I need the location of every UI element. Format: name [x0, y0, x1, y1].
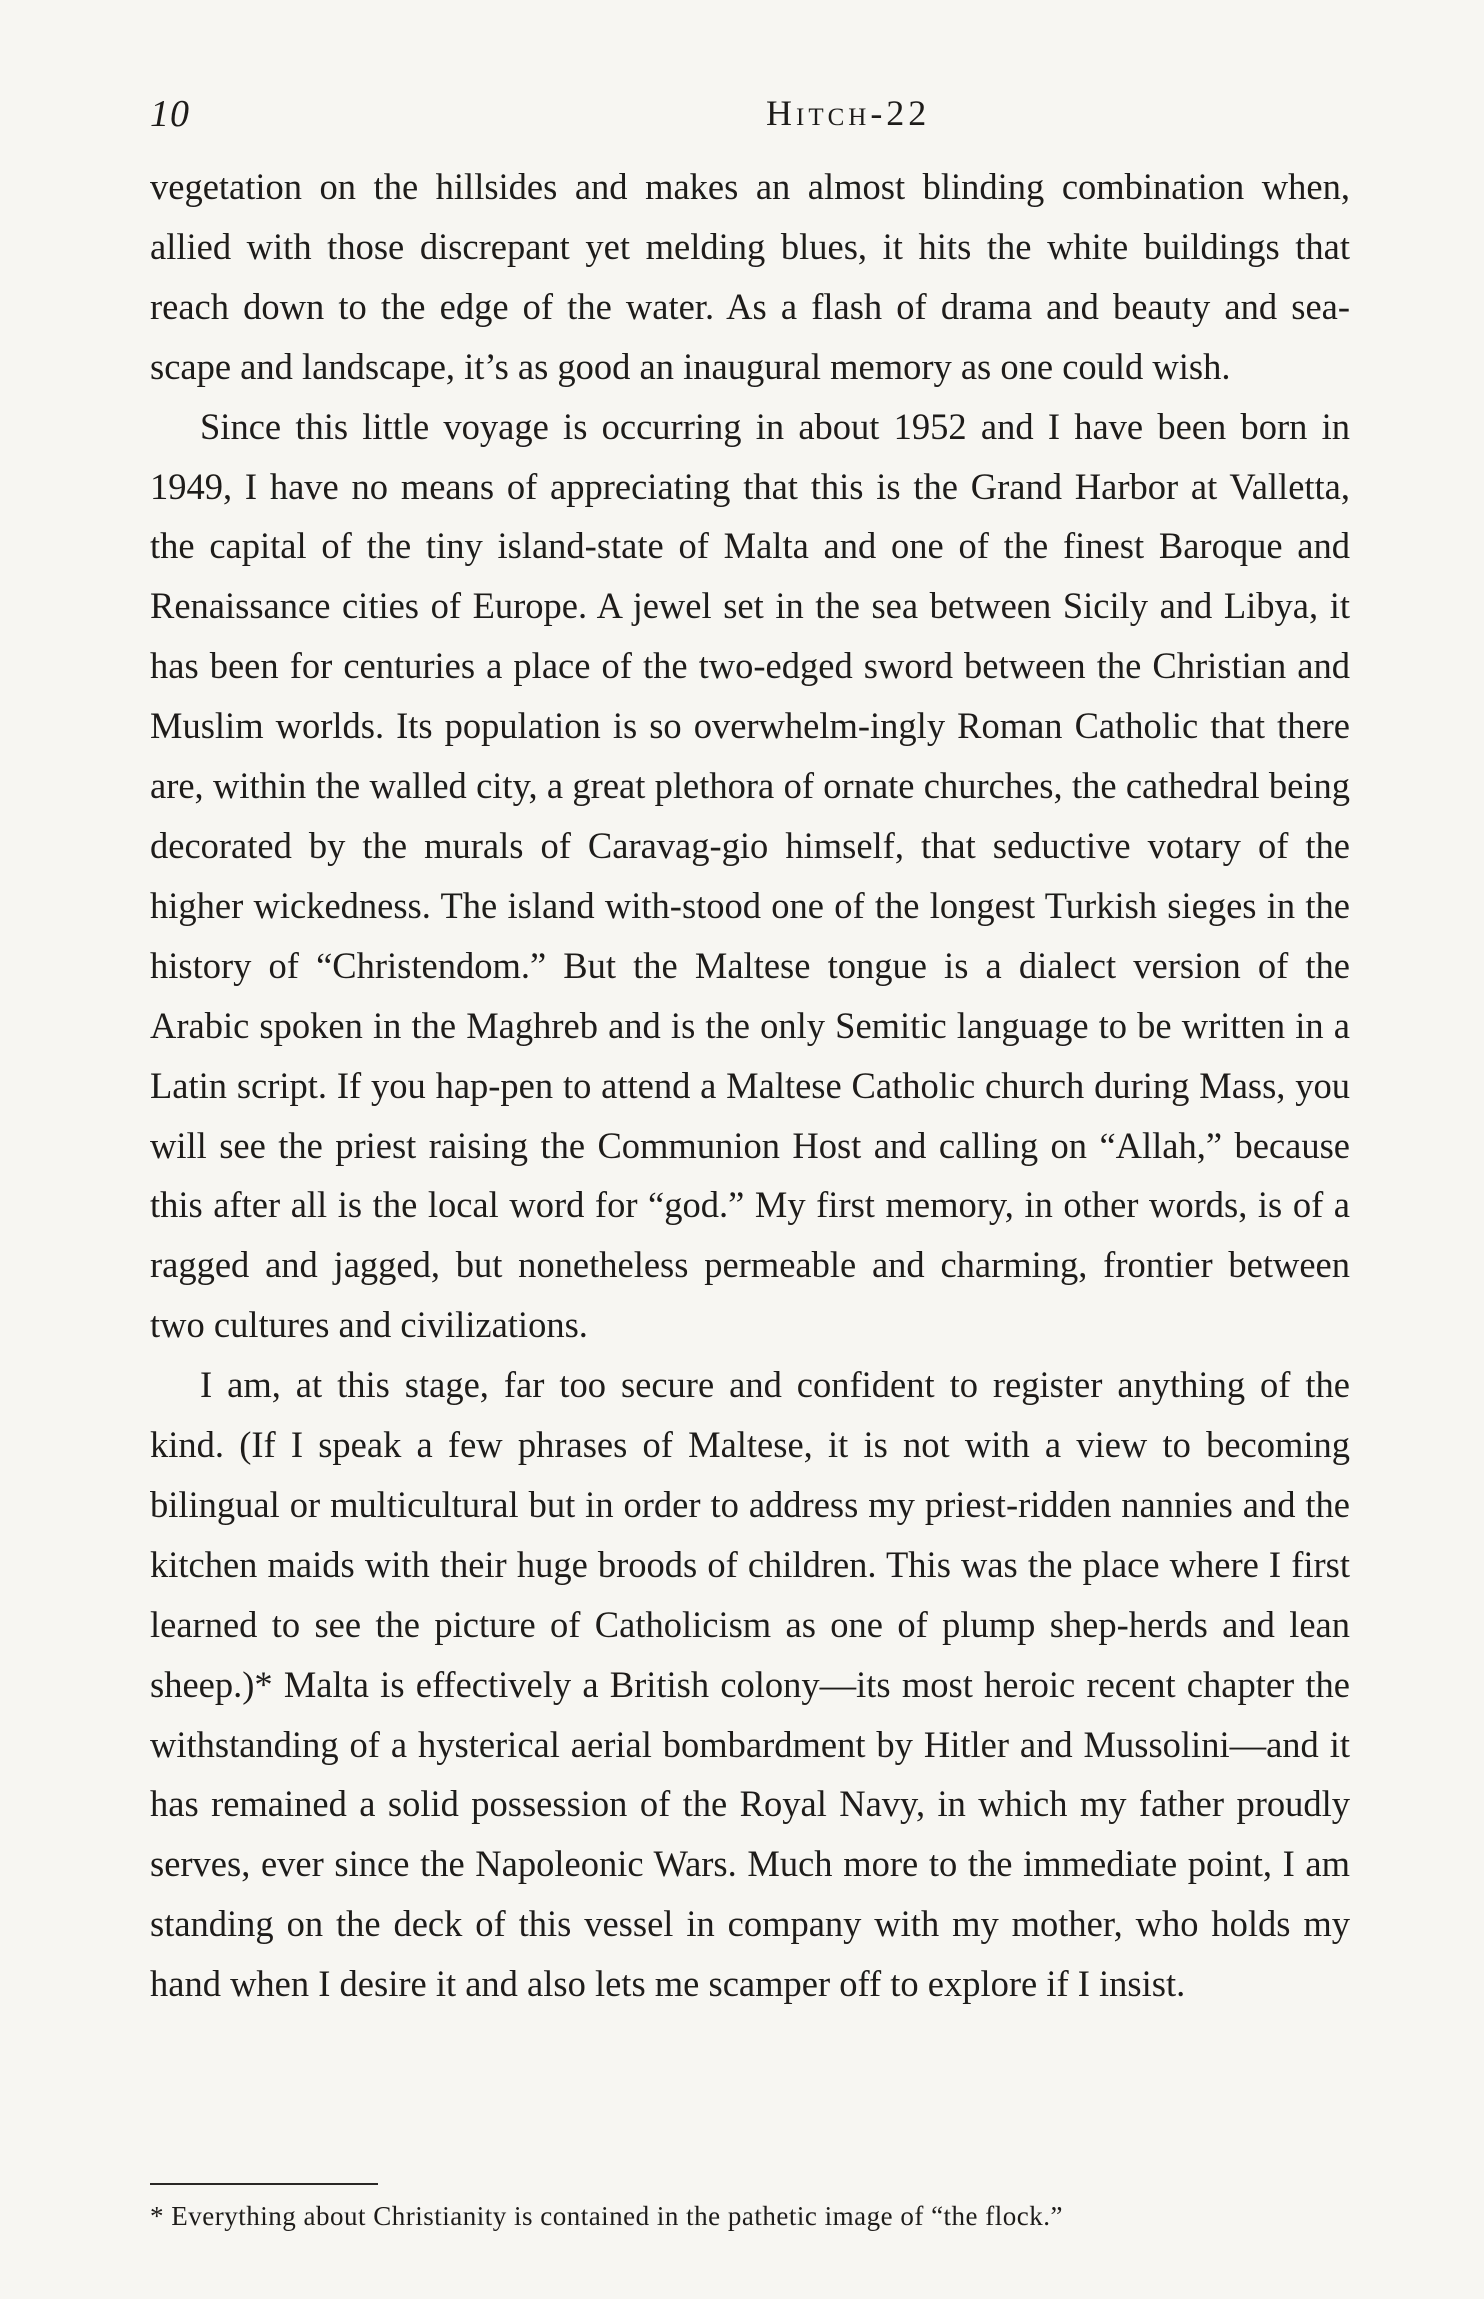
footnote-divider [150, 2183, 378, 2185]
body-text [150, 157, 1350, 2014]
paragraph-1: vegetation on the hillsides and makes an almost blinding combination when, allied with those discrepant yet melding blues, it hits the white buildings that reach down to the edge of the water. As a flash of drama and beauty and sea-scape and landscape, it’s as good an inaugural memory as one could wish. [150, 166, 1350, 387]
page-header [150, 92, 1350, 142]
footnote: * Everything about Christianity is contained in the pathetic image of “the flock.” [150, 2201, 1064, 2231]
paragraph-3: I am, at this stage, far too secure and confident to register anything of the kind. (If I speak a few phrases of Maltese, it is not with a view to becoming bilingual or multicultural but in order to address my priest-ridden nannies and the kitchen maids with their huge broods of children. This was the place where I first learned to see the picture of Catholicism as one of plump shep-herds and lean sheep.)* Malta is effectively a British colony—its most heroic recent chapter the withstanding of a hysterical aerial bombardment by Hitler and Mussolini—and it has remained a solid possession of the Royal Navy, in which my father proudly serves, ever since the Napoleonic Wars. Much more to the immediate point, I am standing on the deck of this vessel in company with my mother, who holds my hand when I desire it and also lets me scamper off to explore if I insist. [150, 1364, 1350, 2005]
page-number: 10 [150, 93, 190, 135]
running-title: Hitch-22 [766, 93, 931, 133]
paragraph-2: Since this little voyage is occurring in about 1952 and I have been born in 1949, I have no means of appreciating that this is the Grand Harbor at Valletta, the capital of the tiny island-state of Malta and one of the finest Baroque and Renaissance cities of Europe. A jewel set in the sea between Sicily and Libya, it has been for centuries a place of the two-edged sword between the Christian and Muslim worlds. Its population is so overwhelm-ingly Roman Catholic that there are, within the walled city, a great plethora of ornate churches, the cathedral being decorated by the murals of Caravag-gio himself, that seductive votary of the higher wickedness. The island with-stood one of the longest Turkish sieges in the history of “Christendom.” But the Maltese tongue is a dialect version of the Arabic spoken in the Maghreb and is the only Semitic language to be written in a Latin script. If you hap-pen to attend a Maltese Catholic church during Mass, you will see the priest raising the Communion Host and calling on “Allah,” because this after all is the local word for “god.” My first memory, in other words, is of a ragged and jagged, but nonetheless permeable and charming, frontier between two cultures and civilizations. [150, 405, 1350, 1346]
